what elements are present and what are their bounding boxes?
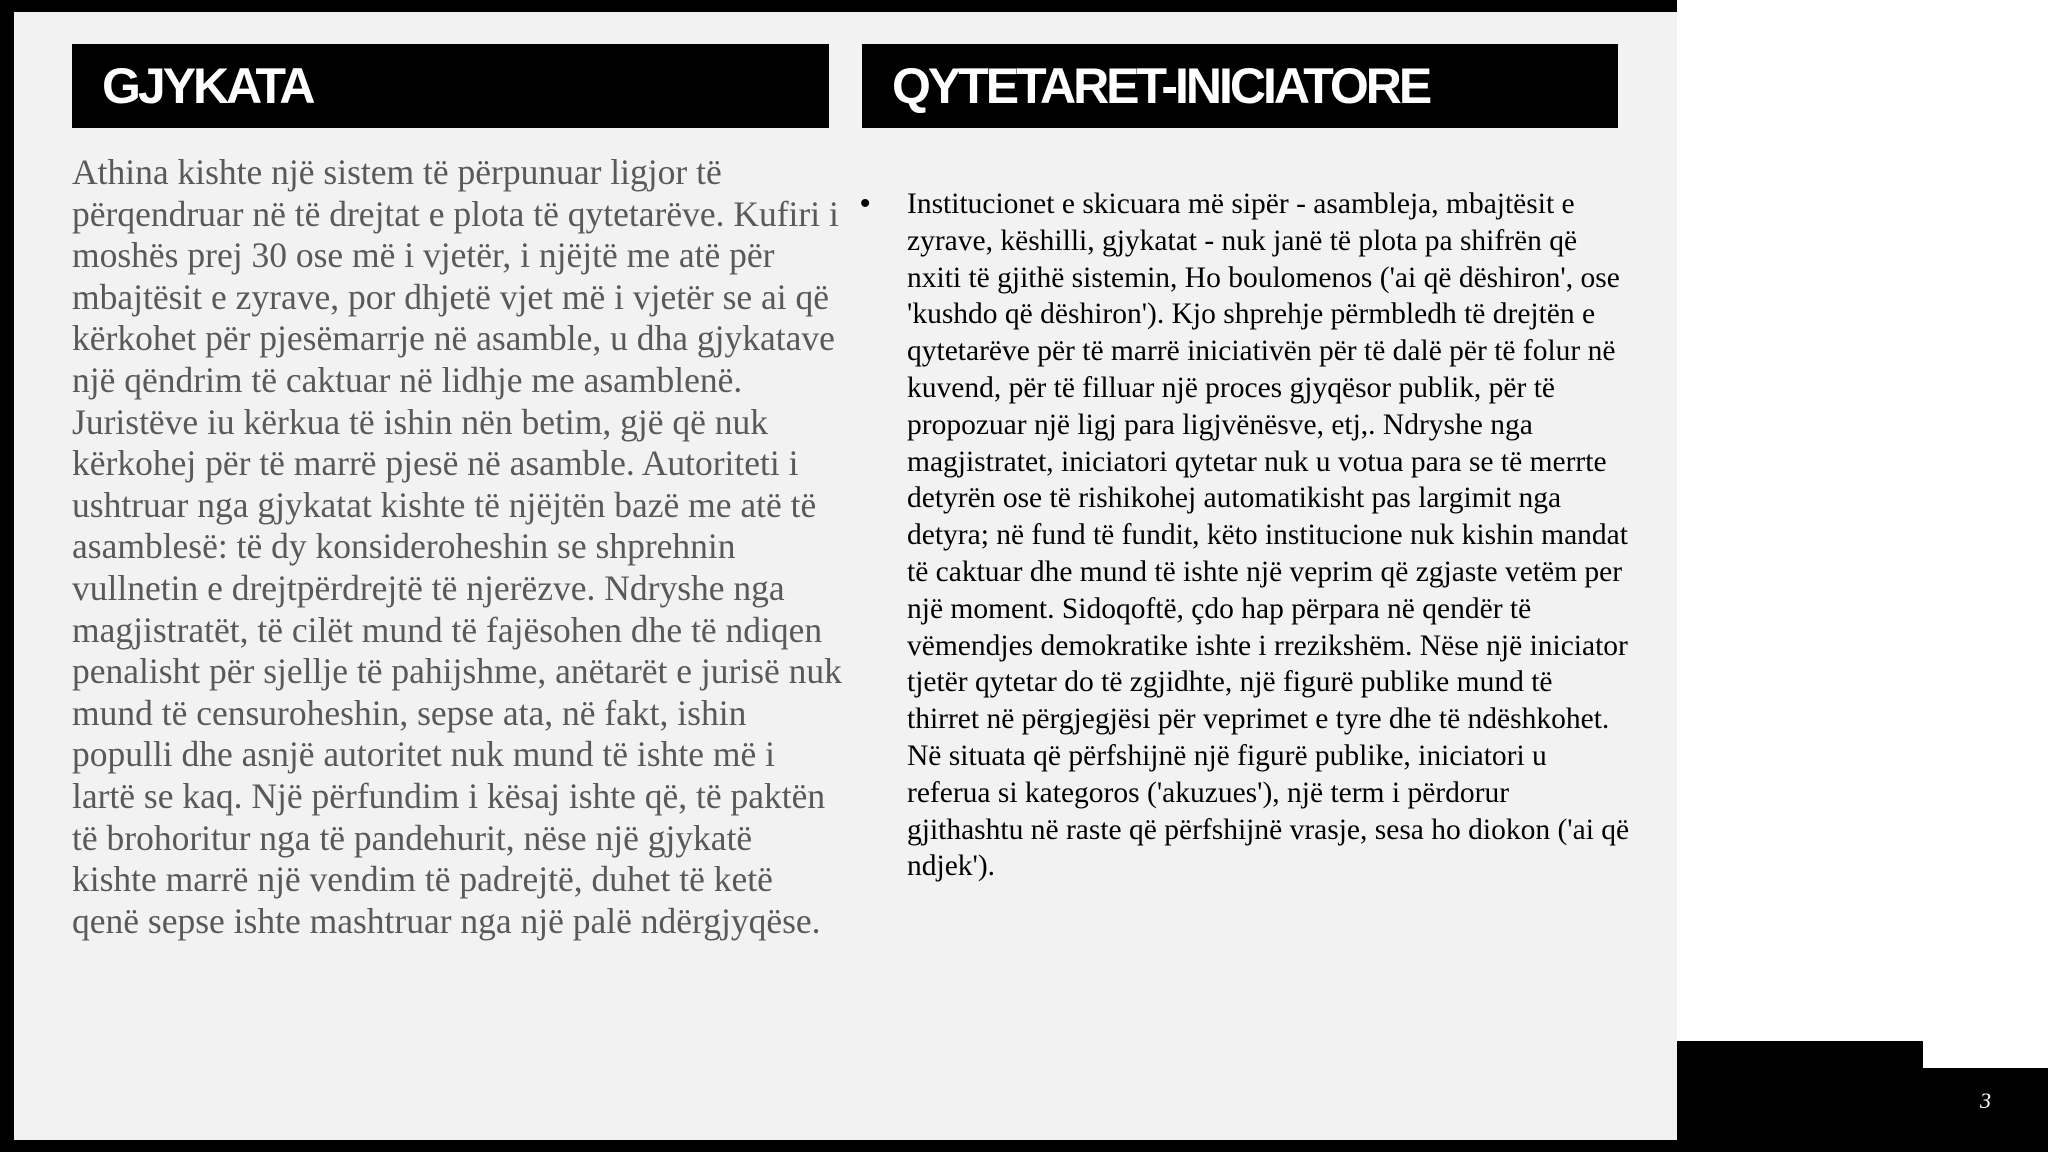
right-bullet-list — [860, 186, 1630, 885]
top-border-bar — [0, 0, 1677, 12]
footer-decor-block — [1677, 1041, 1923, 1152]
right-heading-text: QYTETARET-INICIATORE — [892, 58, 1430, 114]
page-number: 3 — [1980, 1088, 1991, 1113]
left-heading-text: GJYKATA — [102, 58, 313, 114]
left-border-bar — [0, 12, 14, 1152]
left-heading-box — [72, 44, 829, 128]
bullet-text: Institucionet e skicuara më sipër - asambleja, mbajtësit e zyrave, këshilli, gjykatat - nuk janë të plota pa shifrën që nxiti të gjithë sistemin, Ho boulomenos ('ai që dëshiron', ose 'kushdo që dëshiron'). Kjo shprehje përmbledh të drejtën e qytetarëve për të marrë iniciativën për të dalë për të folur në kuvend, për të filluar një proces gjyqësor publik, për të propozuar një ligj para ligjvënësve, etj,. Ndryshe nga magjistratet, iniciatori qytetar nuk u votua para se të merrte detyrën ose të rishikohej automatikisht pas largimit nga detyra; në fund të fundit, këto institucione nuk kishin mandat të caktuar dhe mund të ishte një veprim që zgjaste vetëm per një moment. Sidoqoftë, çdo hap përpara në qendër të vëmendjes demokratike ishte i rrezikshëm. Nëse një iniciator tjetër qytetar do të zgjidhte, një figurë publike mund të thirret në përgjegjësi për veprimet e tyre dhe të ndëshkohet. Në situata që përfshijnë një figurë publike, iniciatori u referua si kategoros ('akuzues'), një term i përdorur gjithashtu në raste që përfshijnë vrasje, sesa ho diokon ('ai që ndjek'). — [907, 188, 1630, 883]
bullet-marker: • — [860, 187, 871, 220]
right-heading-box — [862, 44, 1618, 128]
bottom-border-bar — [0, 1140, 1677, 1152]
left-body-text: Athina kishte një sistem të përpunuar ligjor të përqendruar në të drejtat e plota të qytetarëve. Kufiri i moshës prej 30 ose më i vjetër, i njëjtë me atë për mbajtësit e zyrave, por dhjetë vjet më i vjetër se ai që kërkohet për pjesëmarrje në asamble, u dha gjykatave një qëndrim të caktuar në lidhje me asamblenë. Juristëve iu kërkua të ishin nën betim, gjë që nuk kërkohej për të marrë pjesë në asamble. Autoriteti i ushtruar nga gjykatat kishte të njëjtën bazë me atë të asamblesë: të dy konsideroheshin se shprehnin vullnetin e drejtpërdrejtë të njerëzve. Ndryshe nga magjistratët, të cilët mund të fajësohen dhe të ndiqen penalisht për sjellje të pahijshme, anëtarët e jurisë nuk mund të censuroheshin, sepse ata, në fakt, ishin populli dhe asnjë autoritet nuk mund të ishte më i lartë se kaq. Një përfundim i kësaj ishte që, të paktën të brohoritur nga të pandehurit, nëse një gjykatë kishte marrë një vendim të padrejtë, duhet të ketë qenë sepse ishte mashtruar nga një palë ndërgjyqëse. — [72, 152, 842, 941]
bullet-item — [860, 186, 1630, 885]
